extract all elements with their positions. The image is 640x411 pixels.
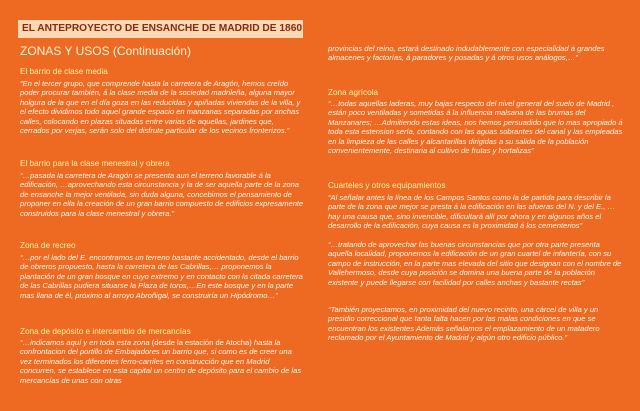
paragraph-zona-deposito-part-a: “…indicamos aquí y en toda esta zona (20, 338, 150, 347)
section-title: ZONAS Y USOS (Continuación) (20, 44, 191, 58)
document-title: EL ANTEPROYECTO DE ENSANCHE DE MADRID DE 1860 (18, 20, 303, 38)
paragraph-cuarteles-1: “Al señalar antes la línea de los Campos Santos como la de partida para describir la parte de la zona que mejor se presta á la edificación en las afueras del N. y del E., …hay una causa que, sino invencible, dificultará allí por ahora y en algunos años el desarrollo de la edificación, cuya causa es la proximidad á los cementerios” (328, 193, 616, 231)
paragraph-cuarteles-3: “También proyectamos, en proximidad del nuevo recinto, una cárcel de villa y un presidio correccional que tanta falta hacen por las malas condiciones en que se encuentran los existentes Además señalamos el emplazamiento de un matadero reclamado por el Ayuntamiento de Madrid y algún otro edificio público.” (328, 305, 600, 343)
heading-cuarteles: Cuarteles y otros equipamientos (328, 181, 446, 190)
paragraph-zona-deposito-part-c: hasta la confrontacion del portillo de Embajadores un barrio que, si como es de creer una vez terminados los diferentes ferro-carriles en construcción que en Madrid concurren, se establece en esta capital un centro de depósito para el cambio de las mercancías de unas con otras (20, 338, 302, 385)
heading-clase-media: El barrio de clase media (20, 67, 108, 76)
heading-zona-recreo: Zona de recreo (20, 241, 76, 250)
paragraph-zona-deposito-note: (desde la estación de Atocha) (149, 338, 254, 347)
paragraph-clase-obrera: “…pasada la carretera de Aragón se presenta aun el terreno favorable á la edificación, …aprovechando esta circunstancia y la de ser aquella parte de la zona de ensanche la mejor ventilada, sin duda alguna, concebimos el pensamiento de proponer en ella la creación de un gran barrio compuesto de edificios expresamente construidos para la clase menestral y obrera.” (20, 171, 304, 218)
paragraph-clase-media: “En el tercer grupo, que comprende hasta la carretera de Aragón, hemos creído poder procurar también, á la clase media de la sociedad madrileña, alguna mayor holgura de la que en el día goza en las reducidas y apiñadas viviendas de la villa, y el efecto dividimos todo aquel grande espacio en manzanas separadas por anchas calles, colocando en plazas situadas entre varias de aquellas, jardines que, cerrados por verjas, serán solo del disfrute particular de los vecinos fronterizos.” (20, 79, 301, 136)
paragraph-zona-agricola: “…todas aquellas laderas, muy bajas respecto del nivel general del suelo de Madrid , están poco ventiladas y sometidas á la influencia malsana de las brumas del Manzanares; …Admitiendo estas ideas, nos hemos persuadido que lo mas apropiado á toda esta estension sería, contando con las aguas sobrantes del canal y las empleadas en la limpieza de las calles y alcantarillas dirigidas a su salida de la población convenientemente, destinaria al cultivo de frutas y hortalizas” (328, 99, 623, 156)
paragraph-zona-recreo: “…por el lado del E. encontramos un terreno bastante accidentado, desde el barrio de obreros propuesto, hasta la carretera de las Cabrillas,… proponemos la plantación de un gran bosque en cuyo extremo y en contacto con la citada carretera de las Cabrillas pudiera situarse la Plaza de toros,…En este bosque y en la parte mas llana de él, próximo al arroyo Abroñigal, se construiría un Hipódromo…” (20, 253, 303, 300)
paragraph-zona-deposito (20, 338, 304, 385)
paragraph-continuation: provincias del reino, estará destinado indudablemente con especialidad á grandes almacenes y factorías, á paradores y posadas y á otros usos análogos,…” (328, 44, 605, 63)
paragraph-cuarteles-2: “…tratando de aprovechar las buenas circunstancias que por otra parte presenta aquella localidad, proponemos la edificación de un gran cuartel de infantería, con su campo de instrucción, en la parte mas elevada del sitio que designan con el nombre de Vallehermoso, desde cuya posición se domina una buena parte de la población existente y puede llegarse con facilidad por calles anchas y bastante rectas” (328, 240, 622, 287)
heading-clase-obrera: El barrio para la clase menestral y obrera (20, 159, 170, 168)
heading-zona-deposito: Zona de depósito e intercambio de mercancías (20, 327, 191, 336)
heading-zona-agricola: Zona agrícola (328, 88, 379, 97)
